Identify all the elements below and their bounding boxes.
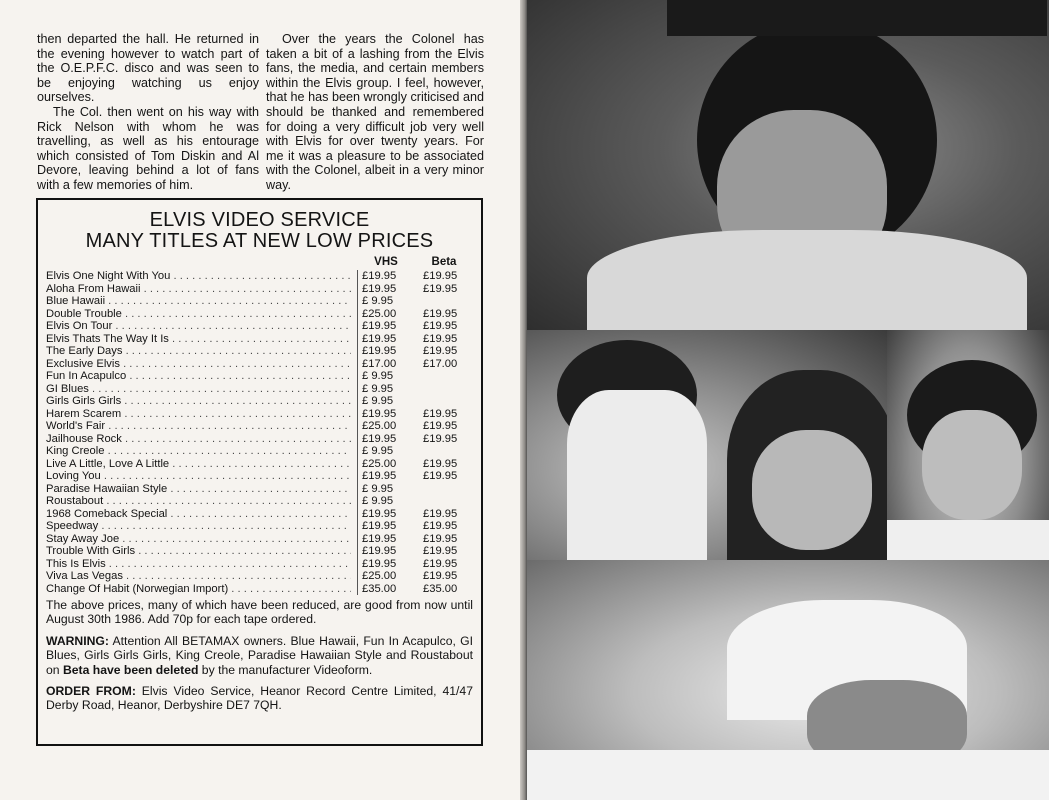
- video-title: Trouble With Girls . . .: [46, 545, 351, 558]
- video-service-advert: [36, 198, 483, 746]
- price-row: [46, 345, 473, 358]
- price-row: [46, 383, 473, 396]
- price-row: [46, 520, 473, 533]
- video-title: Elvis On Tour . . .: [46, 320, 351, 333]
- video-title: GI Blues . . .: [46, 383, 351, 396]
- price-row: [46, 358, 473, 371]
- vhs-price: £19.95: [357, 433, 417, 446]
- video-title: Jailhouse Rock . . .: [46, 433, 351, 446]
- vhs-price: £19.95: [357, 545, 417, 558]
- price-table: [46, 270, 473, 595]
- video-title: Aloha From Hawaii . . .: [46, 283, 351, 296]
- price-row: [46, 533, 473, 546]
- vhs-price: £19.95: [357, 345, 417, 358]
- price-row: [46, 270, 473, 283]
- beta-price: £19.95: [423, 420, 458, 432]
- price-row: [46, 295, 473, 308]
- beta-price: £19.95: [423, 432, 458, 445]
- vhs-price: £19.95: [357, 533, 417, 546]
- photo-elvis-seated: [527, 330, 887, 580]
- beta-price: £19.95: [423, 570, 458, 582]
- vhs-price: £19.95: [357, 333, 417, 346]
- beta-column-header: Beta: [431, 256, 457, 268]
- vhs-price: £ 9.95: [357, 495, 417, 508]
- prices-note: The above prices, many of which have been reduced, are good from now until August 30th 1986. Add 70p for each tape ordered.: [46, 598, 473, 627]
- order-address: ORDER FROM: Elvis Video Service, Heanor Record Centre Limited, 41/47 Derby Road, Heanor, Derbyshire DE7 7QH.: [46, 684, 473, 713]
- left-page: [0, 0, 522, 800]
- vhs-price: £19.95: [357, 408, 417, 421]
- beta-price: £19.95: [423, 345, 458, 357]
- beta-price: £19.95: [423, 557, 458, 570]
- price-row: [46, 470, 473, 483]
- price-row: [46, 545, 473, 558]
- beta-price: £19.95: [423, 270, 458, 282]
- photo-elvis-closeup: [527, 560, 1049, 800]
- photo-elvis-portrait: [527, 0, 1049, 330]
- vhs-price: £19.95: [357, 283, 417, 296]
- vhs-price: £ 9.95: [357, 395, 417, 408]
- vhs-price: £ 9.95: [357, 445, 417, 458]
- beta-price: £35.00: [423, 582, 458, 595]
- price-row: [46, 458, 473, 471]
- article-paragraph: then departed the hall. He returned in the evening however to watch part of the O.E.P.F.C. disco and was seen to be enjoying watching us enjoy ourselves.: [37, 32, 259, 105]
- video-title: Paradise Hawaiian Style . . .: [46, 483, 351, 496]
- vhs-price: £ 9.95: [357, 383, 417, 396]
- price-row: [46, 570, 473, 583]
- video-title: Roustabout . . .: [46, 495, 351, 508]
- article-paragraph: Over the years the Colonel has taken a bit of a lashing from the Elvis fans, the media, and certain members within the Elvis group. I feel, however, that he has been wrongly criticised and should be thanked and remembered for doing a very difficult job very well with Elvis for over twenty years. For me it was a pleasure to be associated with the Colonel, albeit in a very minor way.: [266, 32, 484, 192]
- beta-price: £17.00: [423, 357, 458, 370]
- price-row: [46, 320, 473, 333]
- beta-price: £19.95: [423, 532, 458, 545]
- video-title: Stay Away Joe . . .: [46, 533, 351, 546]
- vhs-price: £19.95: [357, 508, 417, 521]
- video-title: World's Fair . . .: [46, 420, 351, 433]
- price-row: [46, 508, 473, 521]
- video-title: Live A Little, Love A Little . . .: [46, 458, 351, 471]
- video-title: King Creole . . .: [46, 445, 351, 458]
- beta-price: £19.95: [423, 457, 458, 470]
- price-table-header: [46, 256, 473, 270]
- beta-price: £19.95: [423, 470, 458, 482]
- beta-price: £19.95: [423, 332, 458, 345]
- video-title: Elvis One Night With You . . .: [46, 270, 351, 283]
- vhs-price: £19.95: [357, 558, 417, 571]
- vhs-price: £25.00: [357, 458, 417, 471]
- vhs-price: £ 9.95: [357, 295, 417, 308]
- price-row: [46, 483, 473, 496]
- article-column-2: [266, 32, 484, 193]
- advert-title: ELVIS VIDEO SERVICE MANY TITLES AT NEW LOW PRICES: [85, 209, 434, 252]
- vhs-price: £17.00: [357, 358, 417, 371]
- vhs-price: £19.95: [357, 270, 417, 283]
- video-title: Speedway . . .: [46, 520, 351, 533]
- vhs-price: £ 9.95: [357, 483, 417, 496]
- beta-price: £19.95: [423, 282, 458, 295]
- video-title: Girls Girls Girls . . .: [46, 395, 351, 408]
- vhs-price: £35.00: [357, 583, 417, 596]
- price-row: [46, 370, 473, 383]
- photo-collage: [527, 0, 1049, 800]
- vhs-column-header: VHS: [374, 256, 398, 268]
- warning-notice: WARNING: Attention All BETAMAX owners. Blue Hawaii, Fun In Acapulco, GI Blues, Girls Girls Girls, King Creole, Paradise Hawaiian Style and Roustabout on Beta have been deleted by the manufacturer Videoform.: [46, 633, 473, 677]
- beta-price: £19.95: [423, 407, 458, 420]
- vhs-price: £ 9.95: [357, 370, 417, 383]
- price-row: [46, 283, 473, 296]
- video-title: Exclusive Elvis . . .: [46, 358, 351, 371]
- price-row: [46, 333, 473, 346]
- vhs-price: £25.00: [357, 420, 417, 433]
- beta-price: £19.95: [423, 320, 458, 332]
- video-title: Loving You . . .: [46, 470, 351, 483]
- vhs-price: £19.95: [357, 520, 417, 533]
- price-row: [46, 495, 473, 508]
- price-row: [46, 308, 473, 321]
- vhs-price: £19.95: [357, 470, 417, 483]
- video-title: Blue Hawaii . . .: [46, 295, 351, 308]
- beta-price: £19.95: [423, 545, 458, 557]
- video-title: 1968 Comeback Special . . .: [46, 508, 351, 521]
- vhs-price: £19.95: [357, 320, 417, 333]
- article-column-1: [37, 32, 259, 193]
- video-title: The Early Days . . .: [46, 345, 351, 358]
- price-row: [46, 420, 473, 433]
- price-row: [46, 583, 473, 596]
- price-row: [46, 408, 473, 421]
- video-title: Viva Las Vegas . . .: [46, 570, 351, 583]
- price-row: [46, 558, 473, 571]
- video-title: Harem Scarem . . .: [46, 408, 351, 421]
- video-title: Fun In Acapulco . . .: [46, 370, 351, 383]
- article-paragraph: The Col. then went on his way with Rick Nelson with whom he was travelling, as well as his entourage which consisted of Tom Diskin and Al Devore, leaving behind a lot of fans with a few memories of him.: [37, 104, 259, 192]
- vhs-price: £25.00: [357, 570, 417, 583]
- beta-price: £19.95: [423, 507, 458, 520]
- video-title: Double Trouble . . .: [46, 308, 351, 321]
- video-title: This Is Elvis . . .: [46, 558, 351, 571]
- price-row: [46, 395, 473, 408]
- price-row: [46, 445, 473, 458]
- beta-price: £19.95: [423, 307, 458, 320]
- video-title: Change Of Habit (Norwegian Import) . . .: [46, 583, 351, 596]
- video-title: Elvis Thats The Way It Is . . .: [46, 333, 351, 346]
- vhs-price: £25.00: [357, 308, 417, 321]
- beta-price: £19.95: [423, 520, 458, 532]
- price-row: [46, 433, 473, 446]
